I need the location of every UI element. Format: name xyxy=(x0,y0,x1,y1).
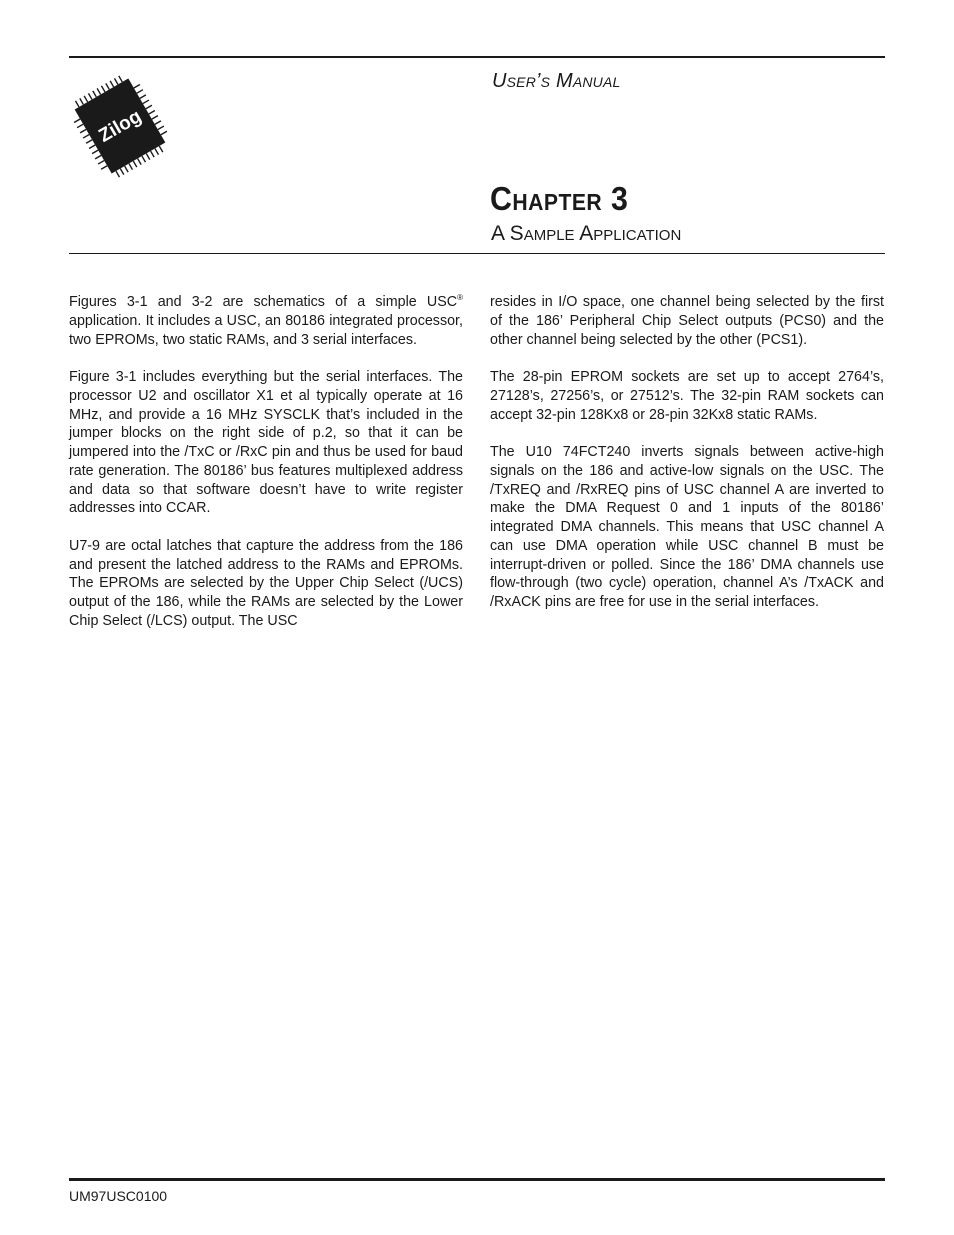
zilog-logo xyxy=(66,70,174,182)
paragraph: resides in I/O space, one channel being selected by the first of the 186’ Peripheral Chip Select outputs (PCS0) and the other channel being selected by the other (PCS1). xyxy=(490,294,884,348)
chapter-subtitle: A Sample Application xyxy=(491,222,682,245)
header-bottom-rule xyxy=(69,253,885,254)
footer-rule xyxy=(69,1178,885,1181)
header-top-rule xyxy=(69,56,885,58)
left-column xyxy=(69,293,463,649)
chapter-title: Chapter 3 xyxy=(490,180,629,217)
paragraph: Figure 3-1 includes everything but the serial interfaces. The processor U2 and oscillator X1 et al typically operate at 16 MHz, and provide a 16 MHz SYSCLK that’s included in the jumper blocks on the right side of p.2, so that it can be jumpered into the /TxC or /RxC pin and thus be used for baud rate generation. The 80186’ bus features multiplexed address and data so that software doesn’t have to write register addresses into CCAR. xyxy=(69,369,463,517)
paragraph: U7-9 are octal latches that capture the address from the 186 and present the latched address to the RAMs and EPROMs. The EPROMs are selected by the Upper Chip Select (/UCS) output of the 186, while the RAMs are selected by the Lower Chip Select (/LCS) output. The USC xyxy=(69,537,463,629)
paragraph: Figures 3-1 and 3-2 are schematics of a simple USC® application. It includes a USC, an 80186 integrated processor, two EPROMs, two static RAMs, and 3 serial interfaces. xyxy=(69,293,463,348)
paragraph: The 28-pin EPROM sockets are set up to accept 2764’s, 27128’s, 27256’s, or 27512’s. The 32-pin RAM sockets can accept 32-pin 128Kx8 or 28-pin 32Kx8 static RAMs. xyxy=(490,369,884,423)
zilog-chip-logo-icon xyxy=(66,70,174,182)
manual-title: User’s Manual xyxy=(492,70,621,92)
document-id: UM97USC0100 xyxy=(69,1188,168,1204)
right-column xyxy=(490,293,884,631)
logo-text: Zilog xyxy=(95,105,146,147)
paragraph: The U10 74FCT240 inverts signals between active-high signals on the 186 and active-low signals on the USC. The /TxREQ and /RxREQ pins of USC channel A are inverted to make the DMA Request 0 and 1 inputs of the 80186’ integrated DMA channels. This means that USC channel A can use DMA operation while USC channel B must be interrupt-driven or polled. Since the 186’ DMA channels use flow-through (two cycle) operation, channel A’s /TxACK and /RxACK pins are free for use in the serial interfaces. xyxy=(490,444,884,610)
